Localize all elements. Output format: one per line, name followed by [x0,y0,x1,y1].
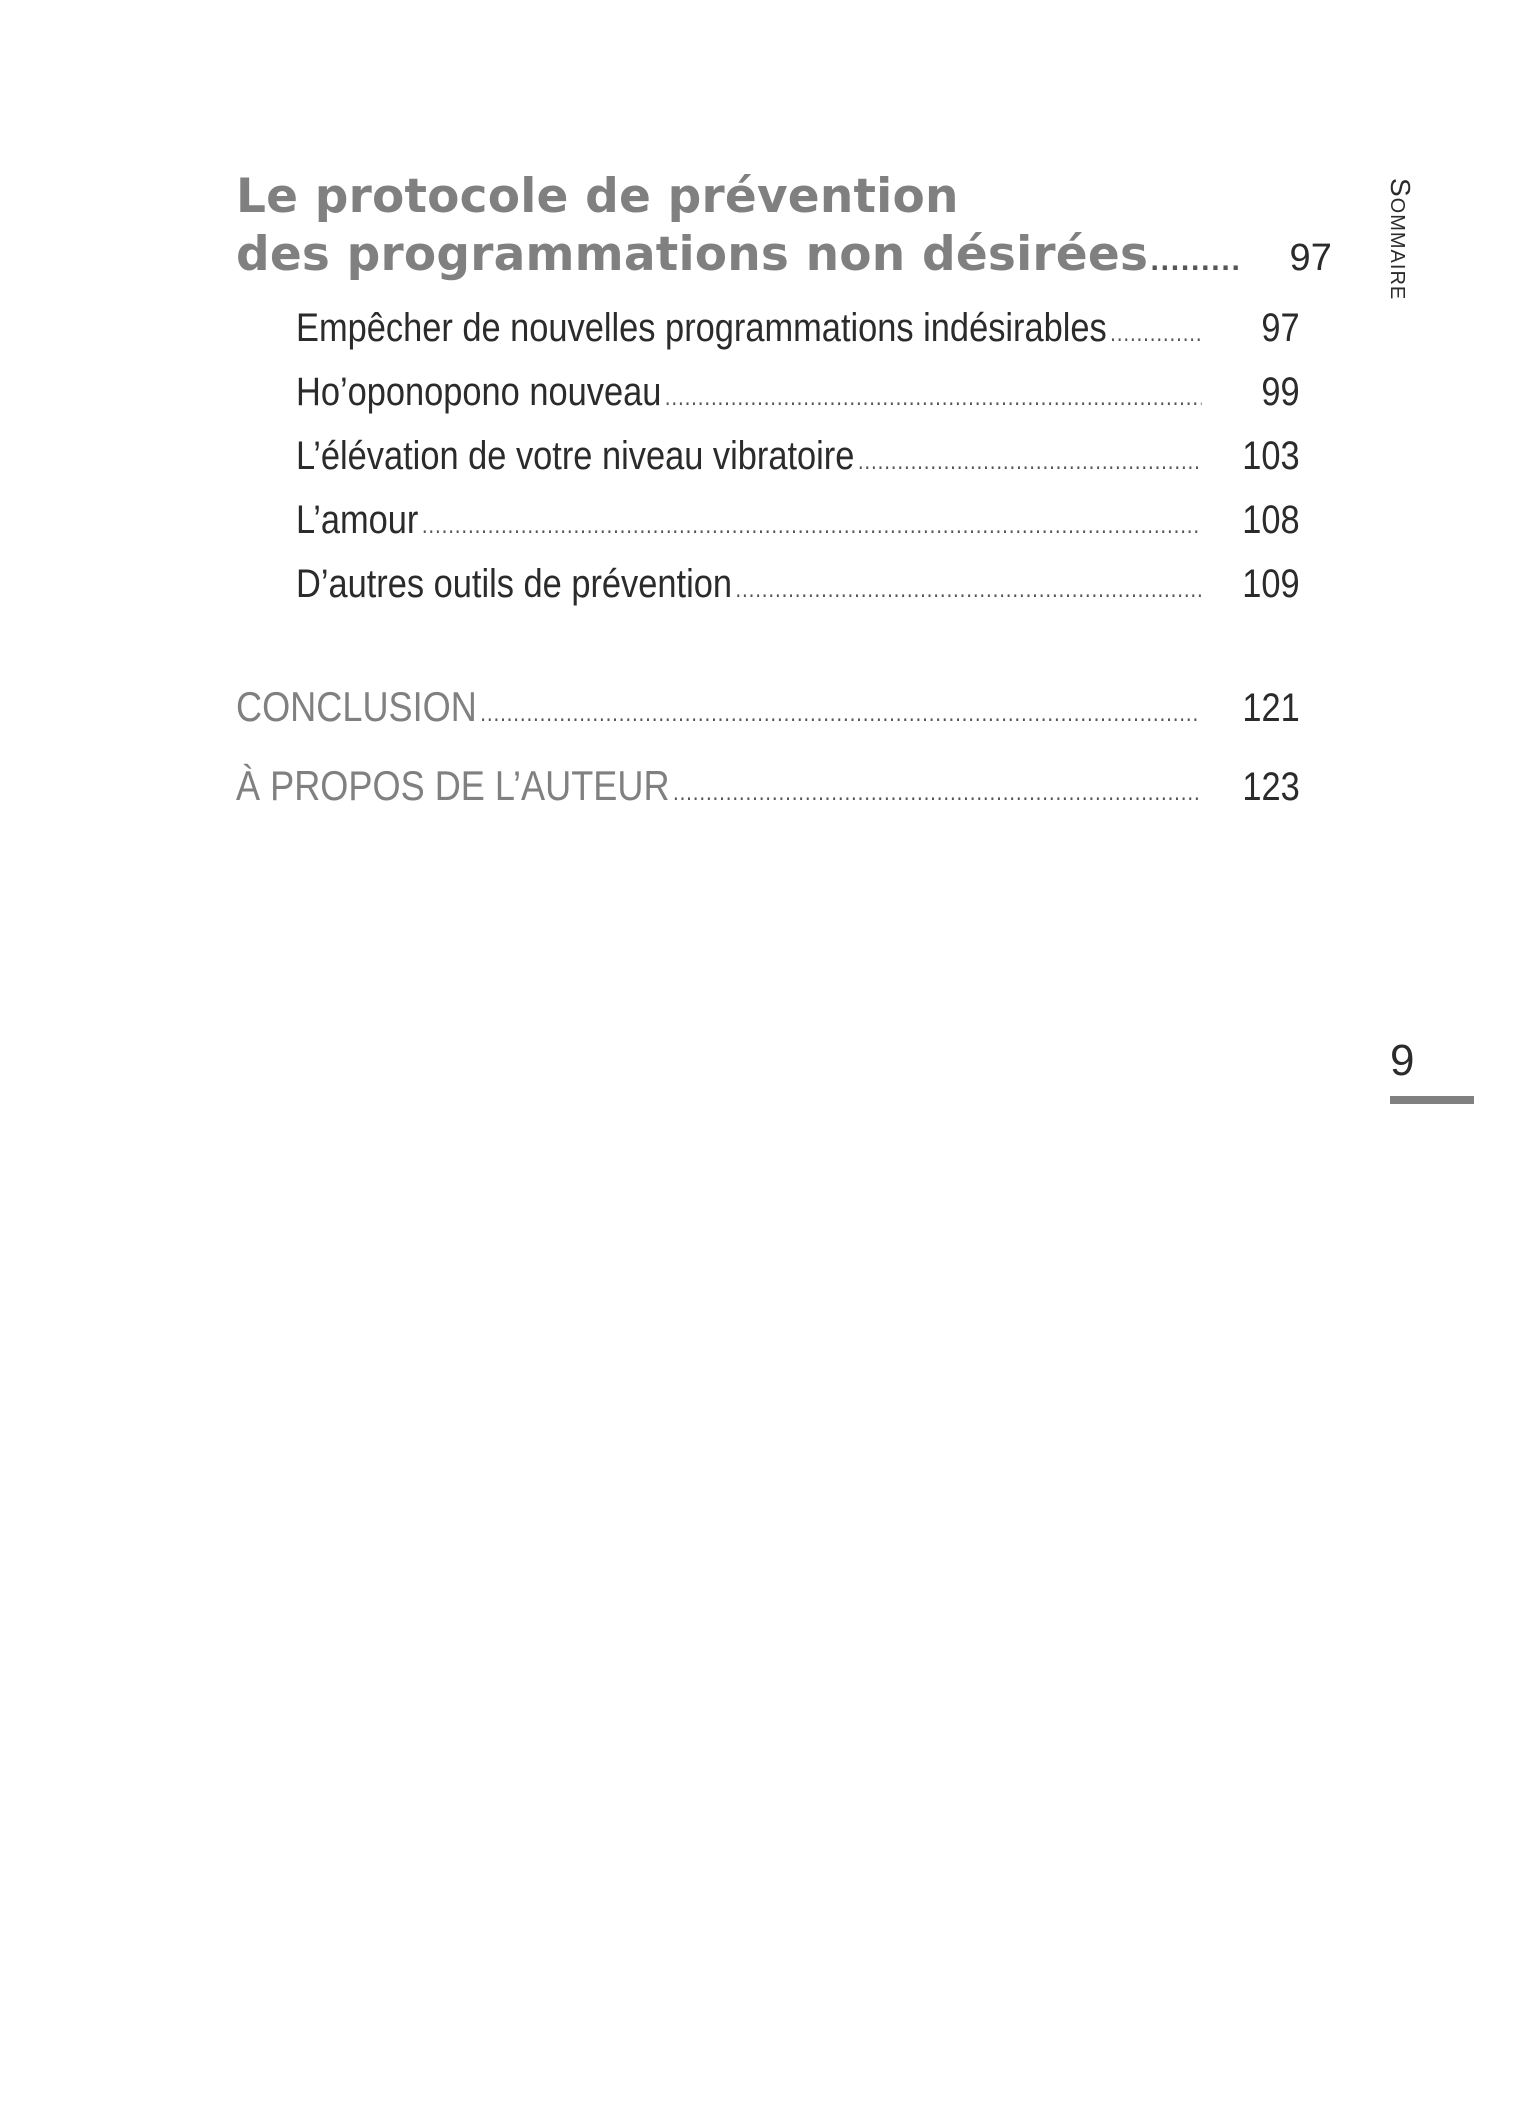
section-heading [236,168,1333,291]
toc-main-entry-label: CONCLUSION [236,683,477,730]
subsection-list [236,299,1300,619]
toc-main-entry-label: À PROPOS DE L’AUTEUR [236,762,670,809]
toc-entry-page: 99 [1261,370,1300,414]
page-number-rule [1390,1096,1474,1104]
toc-entry-page: 109 [1242,562,1300,606]
toc-main-entry-page: 121 [1242,686,1300,730]
toc-entry[interactable] [296,363,1300,427]
dot-leader [735,560,1201,619]
toc-entry[interactable] [296,555,1300,619]
toc-entry-label: Ho’oponopono nouveau [296,370,662,414]
toc-entry-page: 103 [1242,434,1300,478]
dot-leader [673,757,1198,829]
dot-leader [1110,304,1201,363]
dot-leader [858,432,1202,491]
toc-entry-label: Empêcher de nouvelles programmations indésirables [296,306,1107,350]
toc-main-entry[interactable] [236,750,1300,829]
toc-entry-label: L’amour [296,498,419,542]
dot-leader [665,368,1202,427]
toc-entry[interactable] [296,299,1300,363]
toc-entry[interactable] [296,427,1300,491]
toc-entry[interactable] [296,491,1300,555]
toc-entry-label: D’autres outils de prévention [296,562,732,606]
page-number: 9 [1390,1036,1415,1085]
table-of-contents [236,168,1333,829]
section-heading-line-2: des programmations non désirées [236,227,1149,282]
section-heading-line-1: Le protocole de prévention [236,169,959,224]
dot-leader [480,678,1198,750]
toc-main-entry-page: 123 [1242,765,1300,809]
dot-leader [422,496,1202,555]
main-entry-list [236,671,1300,829]
toc-main-entry[interactable] [236,671,1300,750]
toc-entry-page: 97 [1261,306,1300,350]
toc-entry-page: 108 [1242,498,1300,542]
section-heading-row[interactable] [236,226,1333,291]
dot-leader [1150,233,1238,291]
toc-entry-label: L’élévation de votre niveau vibratoire [296,434,855,478]
running-head: Sommaire [1385,178,1416,301]
section-page-number: 97 [1289,237,1333,279]
